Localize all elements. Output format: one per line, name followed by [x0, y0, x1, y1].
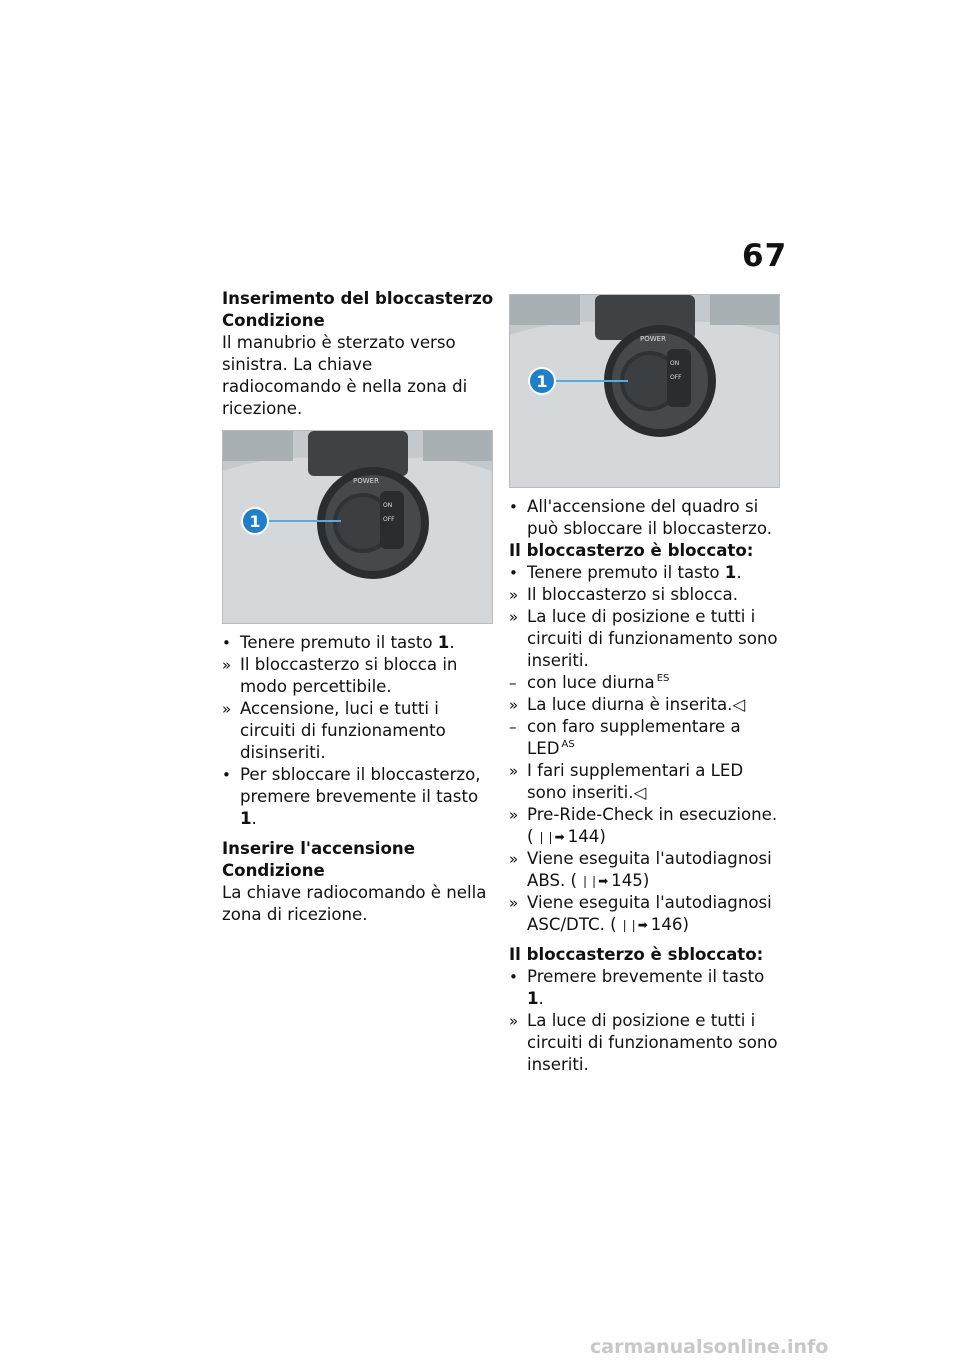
list-item: » La luce di posizione e tutti i circuiti di funzionamento sono inseriti. — [509, 1011, 778, 1074]
unlocked-list — [509, 966, 781, 1076]
power-label: POWER — [640, 335, 666, 343]
on-label: ON — [670, 360, 680, 367]
unlocked-heading: Il bloccasterzo è sbloccato: — [509, 945, 764, 964]
list-item: » Il bloccasterzo si sblocca. — [509, 585, 738, 604]
arrow-right-icon: ❘❘➡ — [619, 918, 647, 932]
condition-heading: Condizione — [222, 861, 325, 880]
off-label: OFF — [383, 516, 395, 523]
page-number: 67 — [742, 238, 788, 274]
list-item: » Accensione, luci e tutti i circuiti di funzionamento disinseriti. — [222, 699, 446, 762]
list-item: • Tenere premuto il tasto 1. — [509, 563, 742, 582]
left-column — [222, 288, 494, 926]
list-item: • Premere brevemente il tasto 1. — [509, 967, 765, 1008]
list-item: » I fari supplementari a LED sono inseriti.◁ — [509, 761, 744, 802]
list-item: • All'accensione del quadro si può sbloccare il bloccasterzo. — [509, 497, 773, 538]
list-item: » Viene eseguita l'autodiagnosi ABS. ( ❘❘➡ 145) — [509, 849, 772, 890]
instruction-list-left — [222, 632, 494, 830]
list-item: • Tenere premuto il tasto 1. — [222, 633, 455, 652]
condition-text: Il manubrio è sterzato verso sinistra. La chiave radiocomando è nella zona di ricezione. — [222, 333, 468, 418]
page-reference[interactable]: 144 — [567, 827, 600, 846]
locked-list — [509, 562, 781, 936]
list-item: » Viene eseguita l'autodiagnosi ASC/DTC. ( ❘❘➡ 146) — [509, 893, 772, 934]
section-title-ignition: Inserire l'accensione — [222, 839, 415, 858]
arrow-right-icon: ❘❘➡ — [580, 874, 608, 888]
page-reference[interactable]: 146 — [650, 915, 683, 934]
list-item: » La luce diurna è inserita.◁ — [509, 695, 746, 714]
power-label: POWER — [353, 477, 379, 485]
locked-heading: Il bloccasterzo è bloccato: — [509, 541, 754, 560]
figure-ignition-switch-2 — [509, 294, 780, 488]
list-item: » La luce di posizione e tutti i circuiti di funzionamento sono inseriti. — [509, 607, 778, 670]
arrow-right-icon: ❘❘➡ — [536, 830, 564, 844]
list-item: • Per sbloccare il bloccasterzo, premere brevemente il tasto 1. — [222, 765, 481, 828]
list-item: – con luce diurna $^{ES}$ — [509, 673, 670, 692]
page-reference[interactable]: 145 — [611, 871, 643, 890]
list-item: – con faro supplementare a LED $^{AS}$ — [509, 717, 741, 758]
condition-text: La chiave radiocomando è nella zona di ricezione. — [222, 883, 487, 924]
figure-ignition-switch-1 — [222, 430, 493, 624]
callout-1: 1 — [536, 372, 548, 391]
section-title-steering-lock: Inserimento del bloccasterzo — [222, 289, 494, 308]
on-label: ON — [383, 502, 393, 509]
condition-heading: Condizione — [222, 311, 325, 330]
list-item: » Il bloccasterzo si blocca in modo percettibile. — [222, 655, 458, 696]
watermark: carmanualsonline.info — [590, 1336, 829, 1358]
off-label: OFF — [670, 374, 682, 381]
list-item: » Pre-Ride-Check in esecuzione. ( ❘❘➡ 144) — [509, 805, 778, 846]
callout-1: 1 — [249, 512, 261, 531]
right-column — [509, 288, 781, 1076]
